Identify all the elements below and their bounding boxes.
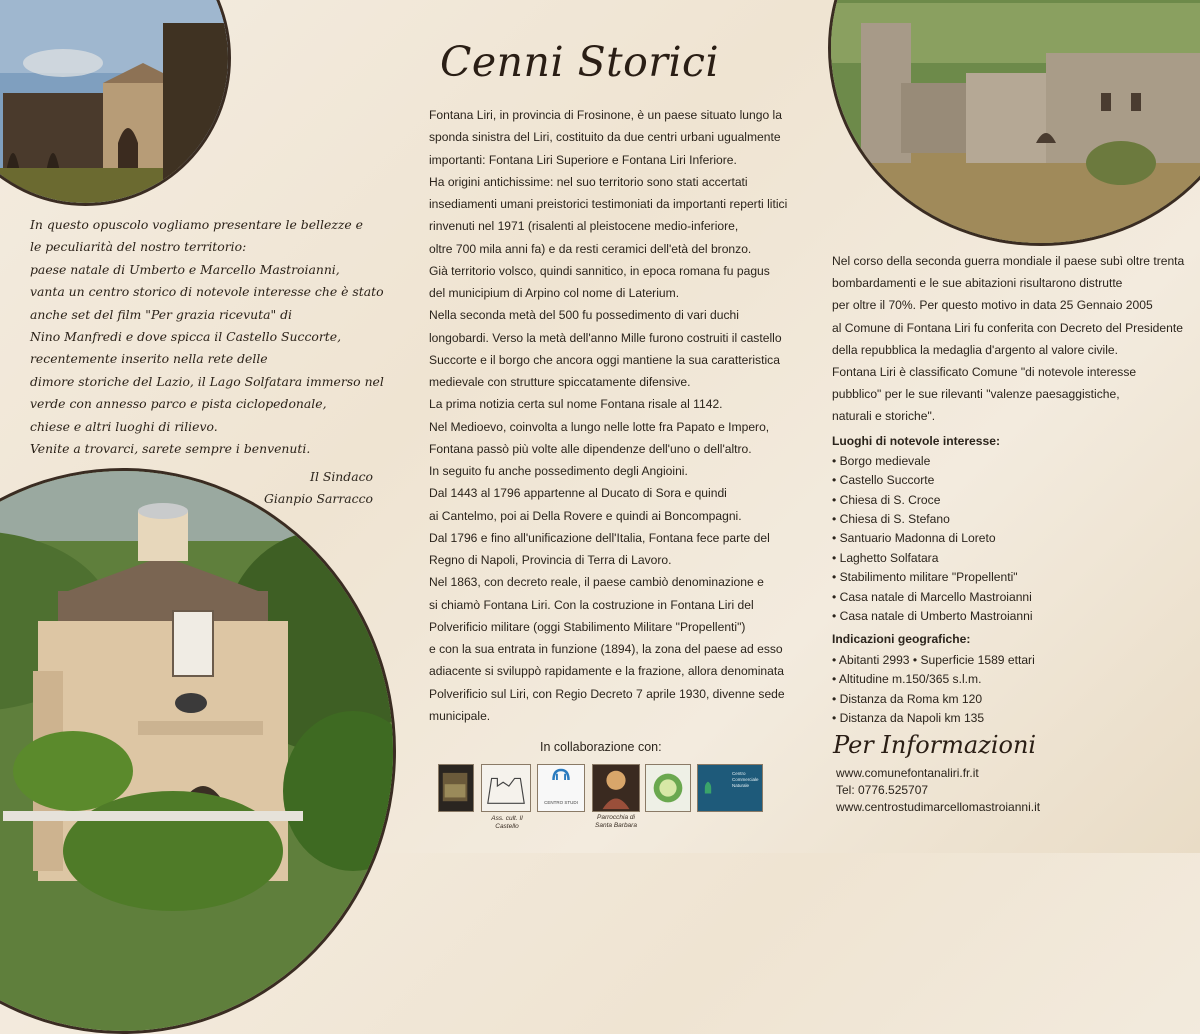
history-line: longobardi. Verso la metà dell'anno Mille furono costruiti il castello: [429, 330, 782, 345]
history-line: Dal 1796 e fino all'unificazione dell'Italia, Fontana fece parte del: [429, 530, 770, 545]
logo-centro-commerciale-text: Centro Commerciale Naturale: [732, 771, 759, 788]
war-line: per oltre il 70%. Per questo motivo in data 25 Gennaio 2005: [832, 298, 1153, 313]
war-line: pubblico" per le sue rilevanti "valenze paesaggistiche,: [832, 387, 1120, 402]
geo-item: • Distanza da Napoli km 135: [832, 710, 985, 725]
history-line: Nel Medioevo, coinvolta a lungo nelle lotte fra Papato e Impero,: [429, 419, 770, 434]
history-line: La prima notizia certa sul nome Fontana risale al 1142.: [429, 397, 723, 412]
history-line: Dal 1443 al 1796 appartenne al Ducato di Sora e quindi: [429, 486, 727, 501]
history-line: In seguito fu anche possedimento degli Angioini.: [429, 464, 688, 478]
photo-sanctuary: [0, 468, 396, 1034]
history-line: adiacente si sviluppò rapidamente e la frazione, allora denominata: [429, 664, 784, 679]
war-line: naturali e storiche".: [832, 409, 936, 424]
place-item: • Chiesa di S. Stefano: [832, 512, 950, 527]
history-line: Polverificio militare (oggi Stabilimento Militare "Propellenti"): [429, 619, 746, 634]
logo-castello: [481, 764, 531, 812]
intro-line: verde con annesso parco e pista ciclopedonale,: [30, 396, 327, 412]
history-line: ai Cantelmo, poi ai Della Rovere e quindi ai Boncompagni.: [429, 508, 742, 523]
website-link[interactable]: www.comunefontanaliri.fr.it: [836, 766, 979, 780]
geo-item: • Altitudine m.150/365 s.l.m.: [832, 672, 982, 687]
history-line: Regno di Napoli, Provincia di Terra di Lavoro.: [429, 553, 672, 567]
geo-item: • Distanza da Roma km 120: [832, 691, 983, 706]
intro-line: chiese e altri luoghi di rilievo.: [30, 418, 218, 434]
place-item: • Borgo medievale: [832, 453, 931, 468]
logo-castello-caption: Ass. cult. Il Castello: [491, 815, 523, 830]
geo-item: • Abitanti 2993 • Superficie 1589 ettari: [832, 652, 1035, 667]
logo-centro-commerciale: [697, 764, 763, 812]
history-line: importanti: Fontana Liri Superiore e Fontana Liri Inferiore.: [429, 152, 737, 167]
history-line: Fontana Liri, in provincia di Frosinone, è un paese situato lungo la: [429, 108, 782, 122]
intro-text: [30, 214, 384, 460]
history-line: si chiamò Fontana Liri. Con la costruzione in Fontana Liri del: [429, 597, 754, 612]
intro-line: Venite a trovarci, sarete sempre i benvenuti.: [30, 441, 311, 457]
photo-aqueduct: [0, 0, 231, 206]
place-item: • Casa natale di Umberto Mastroianni: [832, 609, 1033, 624]
place-item: • Castello Succorte: [832, 473, 935, 488]
place-item: • Santuario Madonna di Loreto: [832, 531, 996, 546]
history-line: Nel 1863, con decreto reale, il paese cambiò denominazione e: [429, 575, 764, 590]
collab-label: In collaborazione con:: [540, 740, 662, 754]
intro-line: paese natale di Umberto e Marcello Mastroianni,: [30, 261, 340, 277]
website-link-2[interactable]: www.centrostudimarcellomastroianni.it: [836, 800, 1041, 814]
geo-heading: Indicazioni geografiche:: [832, 632, 971, 647]
logo-green: [645, 764, 691, 812]
history-line: rinvenuti nel 1971 (risalenti al pleistocene medio-inferiore,: [429, 219, 739, 234]
war-line: bombardamenti e le sue abitazioni risultarono distrutte: [832, 276, 1123, 291]
history-line: del municipium di Arpino col nome di Laterium.: [429, 286, 680, 300]
intro-line: Nino Manfredi e dove spicca il Castello Succorte,: [30, 329, 342, 345]
intro-line: In questo opuscolo vogliamo presentare le bellezze e: [30, 217, 363, 232]
intro-line: anche set del film "Per grazia ricevuta" di: [30, 306, 293, 322]
info-title: Per Informazioni: [833, 731, 1037, 759]
history-line: Fontana passò più volte alle dipendenze dell'uno o dell'altro.: [429, 441, 752, 456]
intro-line: vanta un centro storico di notevole interesse che è stato: [30, 284, 384, 300]
history-line: insediamenti umani preistorici testimoniati da importanti reperti litici: [429, 197, 788, 211]
war-line: al Comune di Fontana Liri fu conferita con Decreto del Presidente: [832, 320, 1183, 335]
logo-parrocchia: [592, 764, 640, 812]
war-line: della repubblica la medaglia d'argento al valore civile.: [832, 342, 1119, 357]
page-title: Cenni Storici: [440, 38, 720, 86]
history-text: [429, 104, 789, 727]
history-line: municipale.: [429, 708, 491, 723]
history-line: Polverificio sul Liri, con Regio Decreto 7 aprile 1930, divenne sede: [429, 686, 785, 701]
right-column: [832, 250, 1185, 728]
intro-line: dimore storiche del Lazio, il Lago Solfatara immerso nel: [30, 373, 384, 389]
logo-centro-studi: [537, 764, 585, 812]
intro-line: recentemente inserito nella rete delle: [30, 351, 268, 367]
place-item: • Laghetto Solfatara: [832, 550, 939, 565]
signature-role: Il Sindaco: [310, 469, 373, 484]
war-line: Fontana Liri è classificato Comune "di notevole interesse: [832, 365, 1137, 380]
logo-parrocchia-caption: Parrocchia di Santa Barbara: [595, 814, 637, 829]
history-line: medievale con strutture spiccatamente difensive.: [429, 375, 691, 389]
history-line: Succorte e il borgo che ancora oggi mantiene la sua caratteristica: [429, 352, 780, 367]
history-line: Ha origini antichissime: nel suo territorio sono stati accertati: [429, 174, 748, 189]
history-line: Già territorio volsco, quindi sannitico, in epoca romana fu pagus: [429, 263, 770, 278]
logo-centro-studi-text: CENTRO STUDI: [544, 800, 578, 805]
intro-line: le peculiarità del nostro territorio:: [30, 239, 247, 255]
phone-number: Tel: 0776.525707: [836, 783, 929, 797]
history-line: Nella seconda metà del 500 fu possedimento di vari duchi: [429, 308, 739, 323]
place-item: • Chiesa di S. Croce: [832, 492, 941, 507]
war-line: Nel corso della seconda guerra mondiale il paese subì oltre trenta: [832, 254, 1185, 268]
photo-castle-ruins: [828, 0, 1200, 246]
history-line: e con la sua entrata in funzione (1894), la zona del paese ad esso: [429, 642, 783, 656]
place-item: • Stabilimento militare "Propellenti": [832, 570, 1018, 585]
info-contacts: [836, 765, 1040, 816]
place-item: • Casa natale di Marcello Mastroianni: [832, 589, 1032, 604]
logo-proloco: [438, 764, 474, 812]
signature-name: Gianpio Sarracco: [264, 491, 373, 506]
places-heading: Luoghi di notevole interesse:: [832, 433, 1000, 448]
signature: [230, 466, 373, 510]
history-line: sponda sinistra del Liri, costituito da due centri urbani ugualmente: [429, 130, 781, 145]
history-line: oltre 700 mila anni fa) e da resti ceramici dell'età del bronzo.: [429, 241, 752, 256]
